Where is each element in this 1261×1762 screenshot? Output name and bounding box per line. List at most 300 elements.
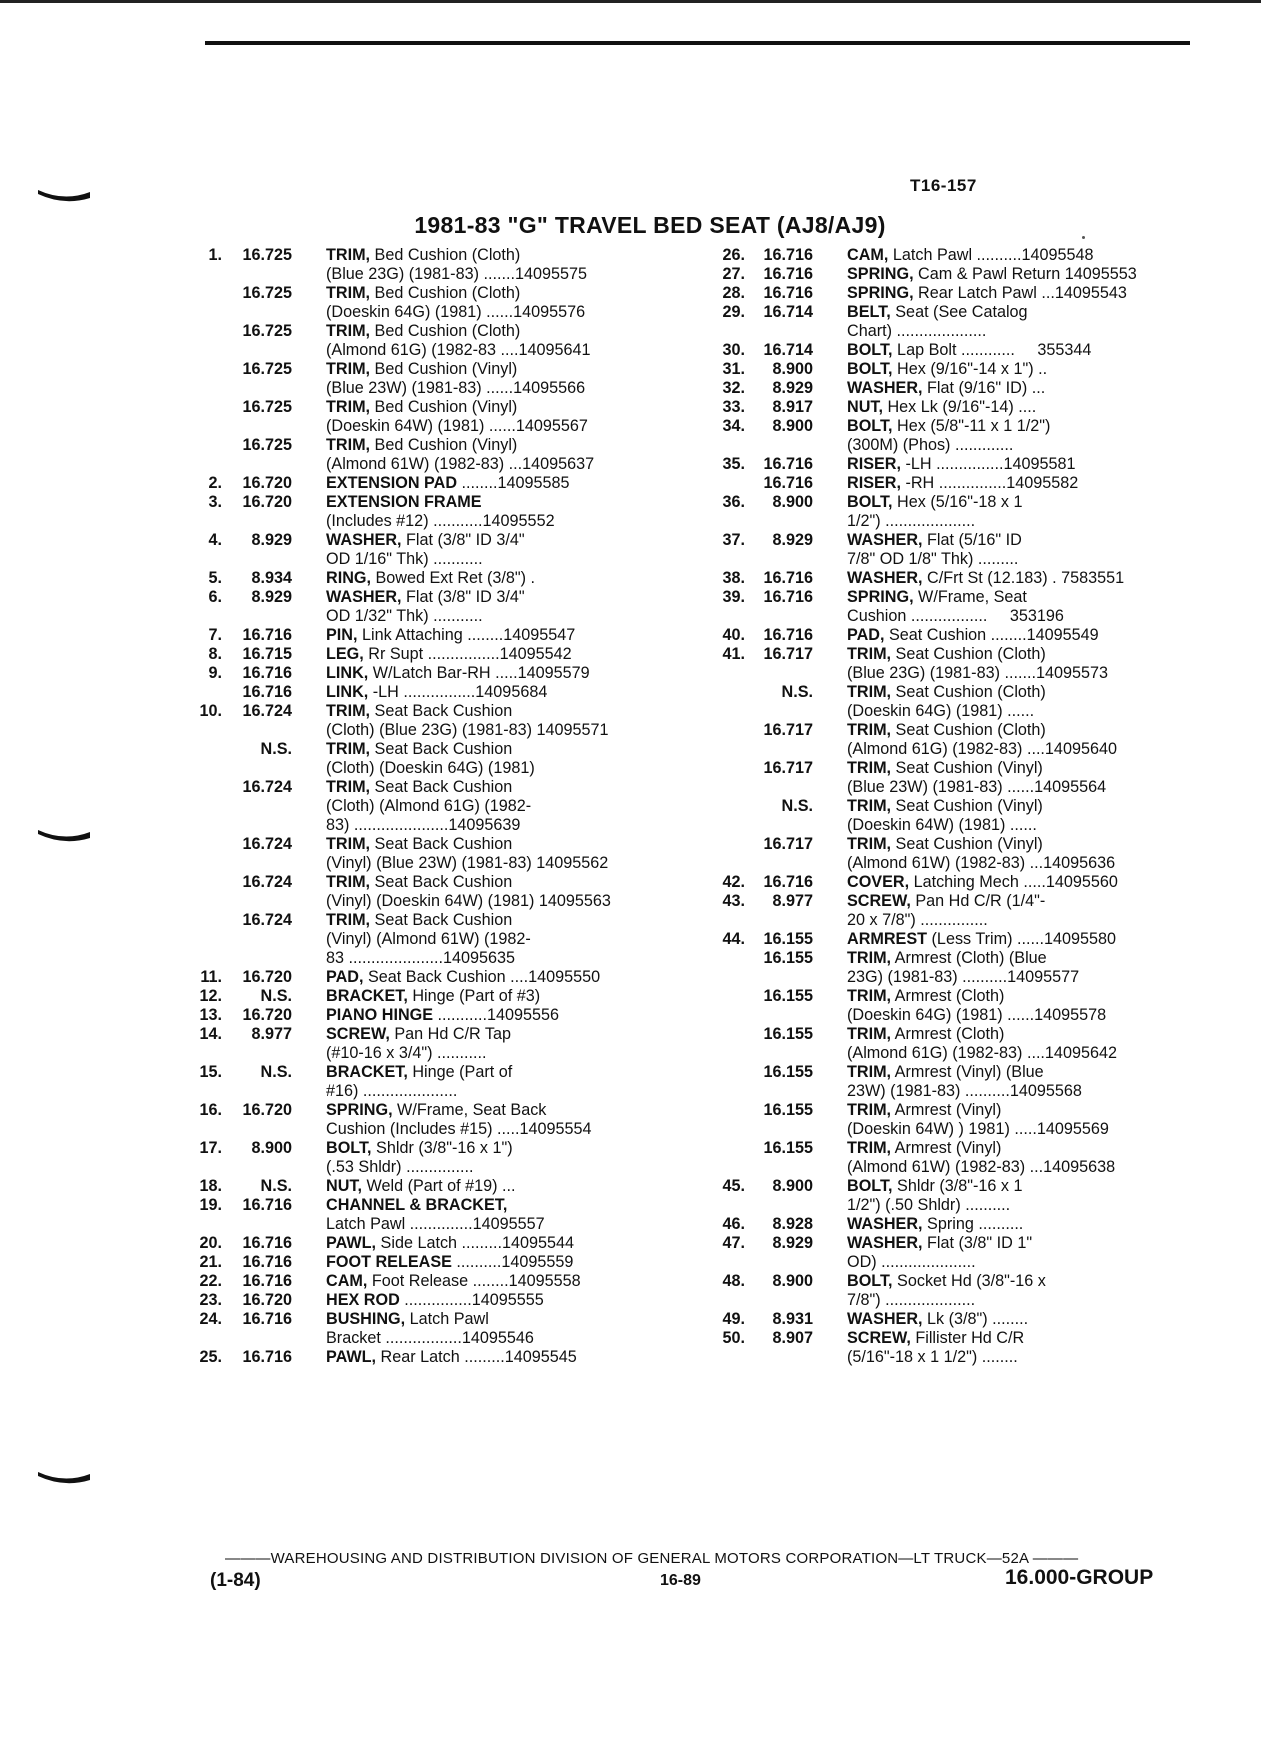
group-number: N.S. <box>781 683 813 701</box>
part-description <box>847 987 1004 1006</box>
parts-row <box>190 778 675 797</box>
part-name: WASHER, <box>326 531 402 549</box>
part-detail: Bed Cushion (Cloth) <box>370 322 521 340</box>
item-number: 30. <box>722 341 745 359</box>
part-detail: 23W) (1981-83) ..........14095568 <box>847 1082 1082 1100</box>
part-name: TRIM, <box>326 322 371 340</box>
part-description <box>847 892 1045 911</box>
parts-row <box>190 1215 675 1234</box>
part-description <box>326 322 520 341</box>
item-number: 31. <box>722 360 745 378</box>
part-description <box>847 1082 1082 1101</box>
part-detail: Cushion ................. 353196 <box>847 607 1064 625</box>
part-name: SCREW, <box>326 1025 390 1043</box>
part-detail: Lap Bolt ............ 355344 <box>892 341 1092 359</box>
part-detail: Bed Cushion (Vinyl) <box>370 398 518 416</box>
item-number: 26. <box>722 246 745 264</box>
part-detail: Hex Lk (9/16"-14) .... <box>882 398 1037 416</box>
parts-row <box>190 493 675 512</box>
part-detail: OD 1/32" Thk) ........... <box>326 607 483 625</box>
part-description <box>326 854 608 873</box>
part-description <box>847 1310 1028 1329</box>
part-description <box>326 1006 559 1025</box>
group-number: 16.155 <box>763 1063 813 1081</box>
part-name: BOLT, <box>847 360 893 378</box>
part-description <box>847 474 1078 493</box>
parts-row <box>190 398 675 417</box>
part-description <box>847 1234 1032 1253</box>
group-number: 16.725 <box>242 360 292 378</box>
parts-row <box>715 968 1195 987</box>
part-detail: Latch Pawl ..............14095557 <box>326 1215 545 1233</box>
part-description <box>326 493 482 512</box>
part-name: TRIM, <box>326 740 371 758</box>
part-detail: Weld (Part of #19) ... <box>361 1177 516 1195</box>
part-description <box>326 759 535 778</box>
part-name: WASHER, <box>847 531 923 549</box>
part-name: WASHER, <box>847 1215 923 1233</box>
part-description <box>326 1025 511 1044</box>
parts-row <box>715 417 1195 436</box>
part-description <box>326 1044 487 1063</box>
parts-row <box>190 303 675 322</box>
item-number: 27. <box>722 265 745 283</box>
group-number: 16.716 <box>242 683 292 701</box>
item-number: 11. <box>200 968 222 986</box>
part-detail: -RH ...............14095582 <box>900 474 1079 492</box>
part-detail: Spring .......... <box>922 1215 1024 1233</box>
part-detail: (Cloth) (Blue 23G) (1981-83) 14095571 <box>326 721 609 739</box>
part-detail: Latch Pawl ..........14095548 <box>888 246 1094 264</box>
item-number: 9. <box>208 664 222 682</box>
group-number: 16.155 <box>763 930 813 948</box>
part-description <box>847 911 988 930</box>
item-number: 21. <box>199 1253 222 1271</box>
parts-row <box>190 797 675 816</box>
group-number: 16.716 <box>242 1234 292 1252</box>
item-number: 25. <box>199 1348 222 1366</box>
group-number: 16.717 <box>763 835 813 853</box>
part-detail: Seat Back Cushion <box>370 778 513 796</box>
part-description <box>326 702 512 721</box>
part-detail: Seat Back Cushion ....14095550 <box>363 968 601 986</box>
group-number: 8.929 <box>251 588 292 606</box>
part-description <box>847 322 986 341</box>
part-description <box>847 607 1064 626</box>
part-description <box>326 265 587 284</box>
part-name: BOLT, <box>847 493 893 511</box>
part-detail: (Doeskin 64W) (1981) ......14095567 <box>326 417 588 435</box>
group-number: 8.977 <box>251 1025 292 1043</box>
parts-row <box>715 360 1195 379</box>
group-number: 16.720 <box>242 1101 292 1119</box>
group-number: 16.716 <box>242 1196 292 1214</box>
group-number: 8.900 <box>772 493 813 511</box>
parts-row <box>715 588 1195 607</box>
part-description <box>326 1158 474 1177</box>
group-number: 16.155 <box>763 949 813 967</box>
part-detail: Side Latch .........14095544 <box>376 1234 575 1252</box>
item-number: 29. <box>722 303 745 321</box>
group-number: 16.715 <box>242 645 292 663</box>
part-name: BOLT, <box>847 341 893 359</box>
part-detail: Seat Back Cushion <box>370 911 513 929</box>
part-description <box>847 1329 1024 1348</box>
part-detail: (Almond 61W) (1982-83) ...14095637 <box>326 455 595 473</box>
part-detail: (Almond 61W) (1982-83) ...14095636 <box>847 854 1116 872</box>
part-description <box>326 664 590 683</box>
part-detail: Cam & Pawl Return 14095553 <box>913 265 1137 283</box>
parts-row <box>190 1348 675 1367</box>
parts-row <box>715 550 1195 569</box>
part-name: CAM, <box>847 246 889 264</box>
parts-row <box>715 1253 1195 1272</box>
part-detail: Foot Release ........14095558 <box>367 1272 581 1290</box>
parts-row <box>715 1291 1195 1310</box>
part-description <box>847 702 1034 721</box>
part-detail: ...........14095556 <box>433 1006 560 1024</box>
item-number: 2. <box>208 474 222 492</box>
part-detail: Bed Cushion (Vinyl) <box>370 360 518 378</box>
part-description <box>847 835 1043 854</box>
part-description <box>847 873 1118 892</box>
part-description <box>847 1101 1001 1120</box>
part-name: NUT, <box>847 398 883 416</box>
part-detail: 23G) (1981-83) ..........14095577 <box>847 968 1080 986</box>
parts-row <box>715 759 1195 778</box>
part-description <box>326 892 611 911</box>
item-number: 39. <box>722 588 745 606</box>
part-detail: Hinge (Part of #3) <box>407 987 541 1005</box>
parts-row <box>715 702 1195 721</box>
part-description <box>847 626 1099 645</box>
parts-row <box>715 1025 1195 1044</box>
part-name: WASHER, <box>847 569 923 587</box>
binder-hole-mark <box>36 186 92 204</box>
part-description <box>847 1215 1023 1234</box>
part-detail: 83) .....................14095639 <box>326 816 521 834</box>
group-number: 16.716 <box>763 873 813 891</box>
item-number: 20. <box>199 1234 222 1252</box>
group-number: 16.714 <box>763 341 813 359</box>
parts-row <box>190 1120 675 1139</box>
group-number: 16.724 <box>242 873 292 891</box>
part-detail: (Vinyl) (Almond 61W) (1982- <box>326 930 531 948</box>
parts-row <box>715 930 1195 949</box>
group-number: 16.724 <box>242 702 292 720</box>
part-detail: (Doeskin 64G) (1981) ......14095576 <box>326 303 586 321</box>
group-number: 16.717 <box>763 645 813 663</box>
part-description <box>326 1310 489 1329</box>
group-number: 8.929 <box>772 531 813 549</box>
part-detail: (Cloth) (Doeskin 64G) (1981) <box>326 759 535 777</box>
item-number: 45. <box>722 1177 745 1195</box>
item-number: 28. <box>722 284 745 302</box>
part-description <box>326 588 525 607</box>
group-number: 16.155 <box>763 1139 813 1157</box>
part-detail: Armrest (Cloth) <box>891 1025 1005 1043</box>
parts-row <box>715 569 1195 588</box>
part-detail: 7/8") .................... <box>847 1291 976 1309</box>
speck <box>1082 236 1085 239</box>
part-detail: Hex (9/16"-14 x 1") .. <box>892 360 1048 378</box>
group-number: 8.917 <box>772 398 813 416</box>
part-detail: Seat Back Cushion <box>370 740 513 758</box>
part-description <box>847 531 1022 550</box>
parts-row <box>715 1082 1195 1101</box>
part-description <box>326 455 594 474</box>
parts-row <box>190 740 675 759</box>
group-number: 16.716 <box>763 474 813 492</box>
parts-row <box>715 987 1195 1006</box>
item-number: 24. <box>199 1310 222 1328</box>
parts-row <box>715 797 1195 816</box>
part-detail: Bed Cushion (Cloth) <box>370 284 521 302</box>
part-name: PIN, <box>326 626 358 644</box>
part-description <box>847 778 1106 797</box>
part-description <box>847 265 1137 284</box>
part-detail: ........14095585 <box>457 474 570 492</box>
parts-row <box>190 759 675 778</box>
part-description <box>326 474 570 493</box>
part-description <box>847 455 1076 474</box>
part-detail: (Blue 23G) (1981-83) .......14095575 <box>326 265 587 283</box>
part-detail: Seat Cushion (Vinyl) <box>891 797 1043 815</box>
part-detail: W/Frame, Seat <box>913 588 1027 606</box>
footer-division-line: ———WAREHOUSING AND DISTRIBUTION DIVISION OF GENERAL MOTORS CORPORATION—LT TRUCK—52A ——— <box>225 1550 1079 1567</box>
parts-row <box>715 1101 1195 1120</box>
part-detail: Armrest (Cloth) (Blue <box>891 949 1047 967</box>
part-name: EXTENSION PAD <box>326 474 458 492</box>
part-description <box>847 1139 1001 1158</box>
parts-row <box>190 1291 675 1310</box>
part-description <box>326 512 555 531</box>
parts-row <box>190 1101 675 1120</box>
parts-row <box>190 873 675 892</box>
item-number: 36. <box>722 493 745 511</box>
group-number: 8.929 <box>251 531 292 549</box>
part-name: SPRING, <box>847 265 914 283</box>
parts-row <box>715 1177 1195 1196</box>
part-name: TRIM, <box>847 721 892 739</box>
part-detail: (Almond 61G) (1982-83) ....14095642 <box>847 1044 1117 1062</box>
part-description <box>326 246 520 265</box>
part-detail: Flat (5/16" ID <box>922 531 1022 549</box>
group-number: 8.900 <box>772 1177 813 1195</box>
parts-row <box>715 1158 1195 1177</box>
part-detail: (Almond 61G) (1982-83) ....14095640 <box>847 740 1117 758</box>
parts-row <box>190 892 675 911</box>
part-description <box>847 246 1094 265</box>
part-name: TRIM, <box>326 835 371 853</box>
parts-row <box>190 1025 675 1044</box>
part-detail: ...............14095555 <box>399 1291 544 1309</box>
group-number: 8.907 <box>772 1329 813 1347</box>
parts-row <box>715 1329 1195 1348</box>
part-description <box>847 797 1043 816</box>
parts-row <box>190 607 675 626</box>
part-detail: (300M) (Phos) ............. <box>847 436 1014 454</box>
part-detail: Bed Cushion (Cloth) <box>370 246 521 264</box>
parts-row <box>715 1139 1195 1158</box>
part-name: BOLT, <box>847 1272 893 1290</box>
part-detail: Socket Hd (3/8"-16 x <box>892 1272 1046 1290</box>
part-name: NUT, <box>326 1177 362 1195</box>
part-description <box>326 379 585 398</box>
part-description <box>326 1120 591 1139</box>
part-name: BRACKET, <box>326 1063 408 1081</box>
group-number: 16.716 <box>763 265 813 283</box>
parts-row <box>190 284 675 303</box>
item-number: 18. <box>199 1177 222 1195</box>
part-detail: 1/2") (.50 Shldr) .......... <box>847 1196 1011 1214</box>
part-name: BOLT, <box>326 1139 372 1157</box>
part-detail: Flat (3/8" ID 3/4" <box>401 531 525 549</box>
part-description <box>326 398 517 417</box>
parts-row <box>190 1253 675 1272</box>
group-number: 16.725 <box>242 398 292 416</box>
part-description <box>847 1158 1115 1177</box>
item-number: 42. <box>722 873 745 891</box>
part-description <box>847 1196 1010 1215</box>
parts-row <box>715 246 1195 265</box>
part-name: TRIM, <box>847 759 892 777</box>
part-name: PAD, <box>847 626 885 644</box>
parts-row <box>190 683 675 702</box>
group-number: 8.929 <box>772 379 813 397</box>
part-name: TRIM, <box>326 702 371 720</box>
part-description <box>326 303 585 322</box>
parts-row <box>190 550 675 569</box>
parts-row <box>715 1063 1195 1082</box>
parts-row <box>715 683 1195 702</box>
binder-hole-mark <box>36 1468 92 1486</box>
part-description <box>326 1348 577 1367</box>
part-detail: -LH ...............14095581 <box>900 455 1076 473</box>
item-number: 38. <box>722 569 745 587</box>
part-description <box>326 645 572 664</box>
item-number: 50. <box>722 1329 745 1347</box>
part-name: BELT, <box>847 303 891 321</box>
part-name: BOLT, <box>847 417 893 435</box>
part-name: TRIM, <box>326 398 371 416</box>
part-detail: (Blue 23W) (1981-83) ......14095566 <box>326 379 586 397</box>
parts-row <box>715 303 1195 322</box>
part-description <box>326 1082 457 1101</box>
part-description <box>847 569 1124 588</box>
part-description <box>847 550 1018 569</box>
item-number: 44. <box>722 930 745 948</box>
item-number: 35. <box>722 455 745 473</box>
part-name: TRIM, <box>326 360 371 378</box>
group-number: 16.725 <box>242 436 292 454</box>
part-description <box>847 683 1046 702</box>
part-detail: (Doeskin 64G) (1981) ...... <box>847 702 1035 720</box>
group-number: 16.716 <box>242 1272 292 1290</box>
group-number: 16.717 <box>763 759 813 777</box>
parts-row <box>715 379 1195 398</box>
part-name: ARMREST <box>847 930 928 948</box>
part-detail: Link Attaching ........14095547 <box>357 626 576 644</box>
parts-row <box>190 626 675 645</box>
part-name: EXTENSION FRAME <box>326 493 482 511</box>
item-number: 47. <box>722 1234 745 1252</box>
part-name: HEX ROD <box>326 1291 400 1309</box>
part-description <box>326 721 609 740</box>
parts-row <box>715 1310 1195 1329</box>
parts-row <box>715 740 1195 759</box>
part-description <box>326 1234 574 1253</box>
footer-date: (1-84) <box>210 1570 261 1591</box>
part-description <box>847 1044 1117 1063</box>
group-number: 16.720 <box>242 474 292 492</box>
group-number: 16.155 <box>763 1025 813 1043</box>
parts-row <box>190 569 675 588</box>
parts-row <box>190 265 675 284</box>
part-description <box>326 968 600 987</box>
part-description <box>326 873 512 892</box>
part-description <box>326 607 483 626</box>
group-number: 16.720 <box>242 968 292 986</box>
parts-list-right-column <box>715 246 1195 1367</box>
part-name: SPRING, <box>847 284 914 302</box>
part-detail: 1/2") .................... <box>847 512 976 530</box>
part-detail: (Blue 23W) (1981-83) ......14095564 <box>847 778 1107 796</box>
item-number: 16. <box>199 1101 222 1119</box>
parts-row <box>190 531 675 550</box>
part-detail: (Less Trim) ......14095580 <box>927 930 1116 948</box>
group-number: 16.725 <box>242 284 292 302</box>
part-description <box>847 341 1091 360</box>
part-name: TRIM, <box>326 246 371 264</box>
parts-row <box>190 1272 675 1291</box>
parts-list-left-column <box>190 246 675 1367</box>
page-title: 1981-83 "G" TRAVEL BED SEAT (AJ8/AJ9) <box>414 212 886 238</box>
item-number: 8. <box>208 645 222 663</box>
parts-row <box>715 911 1195 930</box>
group-number: 8.934 <box>251 569 292 587</box>
part-detail: Hex (5/16"-18 x 1 <box>892 493 1023 511</box>
part-detail: Bracket .................14095546 <box>326 1329 534 1347</box>
group-number: 8.928 <box>772 1215 813 1233</box>
parts-row <box>190 588 675 607</box>
parts-row <box>715 816 1195 835</box>
part-name: WASHER, <box>326 588 402 606</box>
part-description <box>847 1253 976 1272</box>
part-detail: Pan Hd C/R Tap <box>389 1025 512 1043</box>
part-description <box>326 835 512 854</box>
part-detail: Lk (3/8") ........ <box>922 1310 1029 1328</box>
group-number: 16.724 <box>242 911 292 929</box>
part-description <box>326 987 540 1006</box>
group-number: 16.716 <box>242 1310 292 1328</box>
part-name: LINK, <box>326 664 369 682</box>
parts-row <box>715 1044 1195 1063</box>
parts-row <box>715 341 1195 360</box>
footer-page-number: 16-89 <box>660 1572 701 1589</box>
part-detail: (Doeskin 64G) (1981) ......14095578 <box>847 1006 1107 1024</box>
part-detail: #16) ..................... <box>326 1082 458 1100</box>
group-number: 8.900 <box>772 360 813 378</box>
parts-row <box>190 1234 675 1253</box>
part-name: WASHER, <box>847 379 923 397</box>
part-description <box>847 398 1036 417</box>
part-description <box>847 740 1117 759</box>
part-name: SCREW, <box>847 892 911 910</box>
parts-row <box>190 246 675 265</box>
part-detail: C/Frt St (12.183) . 7583551 <box>922 569 1125 587</box>
part-name: TRIM, <box>847 835 892 853</box>
